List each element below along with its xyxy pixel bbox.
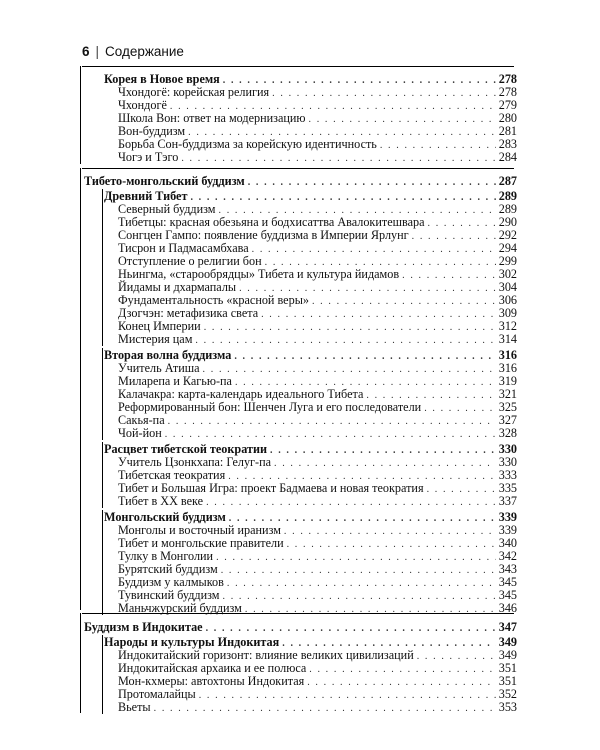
chapter-bracket-line [102, 442, 103, 508]
section-divider [82, 168, 514, 169]
toc-page-number: 351 [498, 661, 517, 675]
toc-page-number: 281 [498, 124, 517, 138]
toc-page-number: 287 [498, 174, 517, 188]
toc-entry[interactable] [118, 700, 517, 716]
toc-page-number: 353 [498, 700, 517, 714]
toc-entry-title: Индокитайская архаика и ее полюса [118, 661, 307, 675]
toc-page-number: 284 [498, 150, 517, 164]
dot-leader [181, 152, 495, 166]
toc-entry-title: Борьба Сон-буддизма за корейскую идентичность [118, 137, 377, 151]
toc-entry-title: Бурятский буддизм [118, 562, 218, 576]
toc-page-number: 278 [498, 72, 517, 86]
toc-entry-title: Буддизм у калмыков [118, 575, 224, 589]
chapter-bracket-line [102, 348, 103, 440]
toc-entry-title: Школа Вон: ответ на модернизацию [118, 111, 306, 125]
toc-entry-title: Мистерия цам [118, 332, 193, 346]
toc-page-number: 351 [498, 674, 517, 688]
part-bracket-line [80, 168, 81, 610]
toc-entry[interactable] [118, 426, 517, 442]
toc-part[interactable] [84, 174, 517, 190]
toc-page-number: 330 [498, 455, 517, 469]
toc-page-number: 345 [498, 588, 517, 602]
toc-page-number: 345 [498, 575, 517, 589]
toc-entry[interactable] [118, 494, 517, 510]
dot-leader [245, 603, 496, 617]
section-divider [82, 66, 514, 67]
toc-entry-title: Буддизм в Индокитае [84, 620, 203, 634]
toc-entry-title: Корея в Новое время [104, 72, 220, 86]
chapter-bracket-line [102, 510, 103, 615]
dot-leader [206, 496, 496, 510]
dot-leader [154, 702, 496, 716]
toc-page-number: 325 [498, 400, 517, 414]
toc-page-number: 339 [498, 510, 517, 524]
toc-page-number: 304 [498, 280, 517, 294]
toc-page-number: 278 [498, 85, 517, 99]
toc-page-number: 316 [498, 348, 517, 362]
toc-entry-title: Тибетская теократия [118, 468, 226, 482]
toc-entry-title: Протомалайцы [118, 687, 196, 701]
dot-leader [195, 334, 495, 348]
toc-entry-title: Мон-кхмеры: автохтоны Индокитая [118, 674, 305, 688]
toc-page-number: 316 [498, 361, 517, 375]
toc-page-number: 321 [498, 387, 517, 401]
toc-page-number: 314 [498, 332, 517, 346]
toc-entry-title: Расцвет тибетской теократии [104, 442, 268, 456]
toc-entry-title: Ньингма, «старообрядцы» Тибета и культура йидамов [118, 267, 400, 281]
toc-page-number: 352 [498, 687, 517, 701]
toc-page-number: 339 [498, 523, 517, 537]
toc-entry-title: Северный буддизм [118, 202, 216, 216]
toc-entry-title: Дзогчэн: метафизика света [118, 306, 259, 320]
toc-entry-title: Чхондогё [118, 98, 167, 112]
header-separator: | [95, 44, 100, 59]
page-number: 6 [82, 44, 90, 59]
toc-page-number: 346 [498, 601, 517, 615]
toc-page-number: 289 [498, 202, 517, 216]
toc-page-number: 302 [498, 267, 517, 281]
toc-entry-title: Тулку в Монголии [118, 549, 214, 563]
toc-page-number: 319 [498, 374, 517, 388]
toc-entry-title: Индокитайский горизонт: влияние великих цивилизаций [118, 648, 414, 662]
toc-entry-title: Тибетцы: красная обезьяна и бодхисаттва Авалокитешвара [118, 215, 425, 229]
toc-entry[interactable] [118, 332, 517, 348]
toc-page-number: 337 [498, 494, 517, 508]
toc-page-number: 327 [498, 413, 517, 427]
toc-entry-title: Отступление о религии бон [118, 254, 262, 268]
toc-page-number: 289 [498, 189, 517, 203]
toc-page-number: 342 [498, 549, 517, 563]
toc-entry-title: Миларепа и Кагью-па [118, 374, 232, 388]
toc-entry-title: Монгольский буддизм [104, 510, 226, 524]
toc-entry-title: Тибет и монгольские правители [118, 536, 284, 550]
toc-entry-title: Конец Империи [118, 319, 201, 333]
toc-page-number: 306 [498, 293, 517, 307]
toc-entry-title: Фундаментальность «красной веры» [118, 293, 309, 307]
toc-page-number: 349 [498, 648, 517, 662]
toc-page-number: 292 [498, 228, 517, 242]
toc-entry-title: Реформированный бон: Шенчен Луга и его последователи [118, 400, 422, 414]
toc-entry-title: Тибет и Большая Игра: проект Бадмаева и новая теократия [118, 481, 424, 495]
toc-entry-title: Йидамы и дхармапалы [118, 280, 237, 294]
toc-page-number: 283 [498, 137, 517, 151]
dot-leader [206, 622, 496, 636]
toc-entry-title: Учитель Цзонкхапа: Гелуг-па [118, 455, 272, 469]
toc-entry-title: Маньчжурский буддизм [118, 601, 242, 615]
toc-entry-title: Чогэ и Тэго [118, 150, 179, 164]
toc-page-number: 335 [498, 481, 517, 495]
toc-page-number: 349 [498, 635, 517, 649]
toc-entry-title: Сакья-па [118, 413, 165, 427]
toc-entry[interactable] [118, 601, 517, 617]
toc-page-number: 312 [498, 319, 517, 333]
toc-page-number: 280 [498, 111, 517, 125]
toc-page-number: 290 [498, 215, 517, 229]
toc-entry-title: Тисрон и Падмасамбхава [118, 241, 249, 255]
toc-entry-title: Монголы и восточный иранизм [118, 523, 281, 537]
toc-entry-title: Древний Тибет [104, 189, 188, 203]
toc-page-number: 347 [498, 620, 517, 634]
toc-page-number: 309 [498, 306, 517, 320]
dot-leader [248, 176, 496, 190]
toc-entry-title: Тувинский буддизм [118, 588, 220, 602]
toc-page-number: 279 [498, 98, 517, 112]
toc-entry-title: Вьеты [118, 700, 151, 714]
toc-entry-title: Чой-йон [118, 426, 162, 440]
header-title: Содержание [105, 44, 184, 59]
part-bracket-line [80, 613, 81, 713]
dot-leader [165, 428, 496, 442]
toc-entry-title: Учитель Атиша [118, 361, 200, 375]
toc-entry-title: Сонгцен Гампо: появление буддизма в Империи Ярлунг [118, 228, 409, 242]
toc-part[interactable] [84, 620, 517, 636]
toc-page-number: 299 [498, 254, 517, 268]
toc-page-number: 343 [498, 562, 517, 576]
toc-entry-title: Чхондогё: корейская религия [118, 85, 270, 99]
toc-entry-title: Калачакра: карта-календарь идеального Тибета [118, 387, 364, 401]
toc-page-number: 333 [498, 468, 517, 482]
toc-entry-title: Народы и культуры Индокитая [104, 635, 280, 649]
chapter-bracket-line [102, 635, 103, 714]
toc-entry-title: Тибет в XX веке [118, 494, 204, 508]
toc-entry-title: Тибето-монгольский буддизм [84, 174, 245, 188]
toc-entry-title: Вон-буддизм [118, 124, 186, 138]
running-header [82, 44, 184, 59]
toc-page-number: 340 [498, 536, 517, 550]
toc-entry-title: Вторая волна буддизма [104, 348, 232, 362]
part-bracket-line [80, 66, 81, 164]
toc-page-number: 328 [498, 426, 517, 440]
chapter-bracket-line [102, 189, 103, 346]
toc-page-number: 330 [498, 442, 517, 456]
toc-page-number: 294 [498, 241, 517, 255]
toc-entry[interactable] [118, 150, 517, 166]
